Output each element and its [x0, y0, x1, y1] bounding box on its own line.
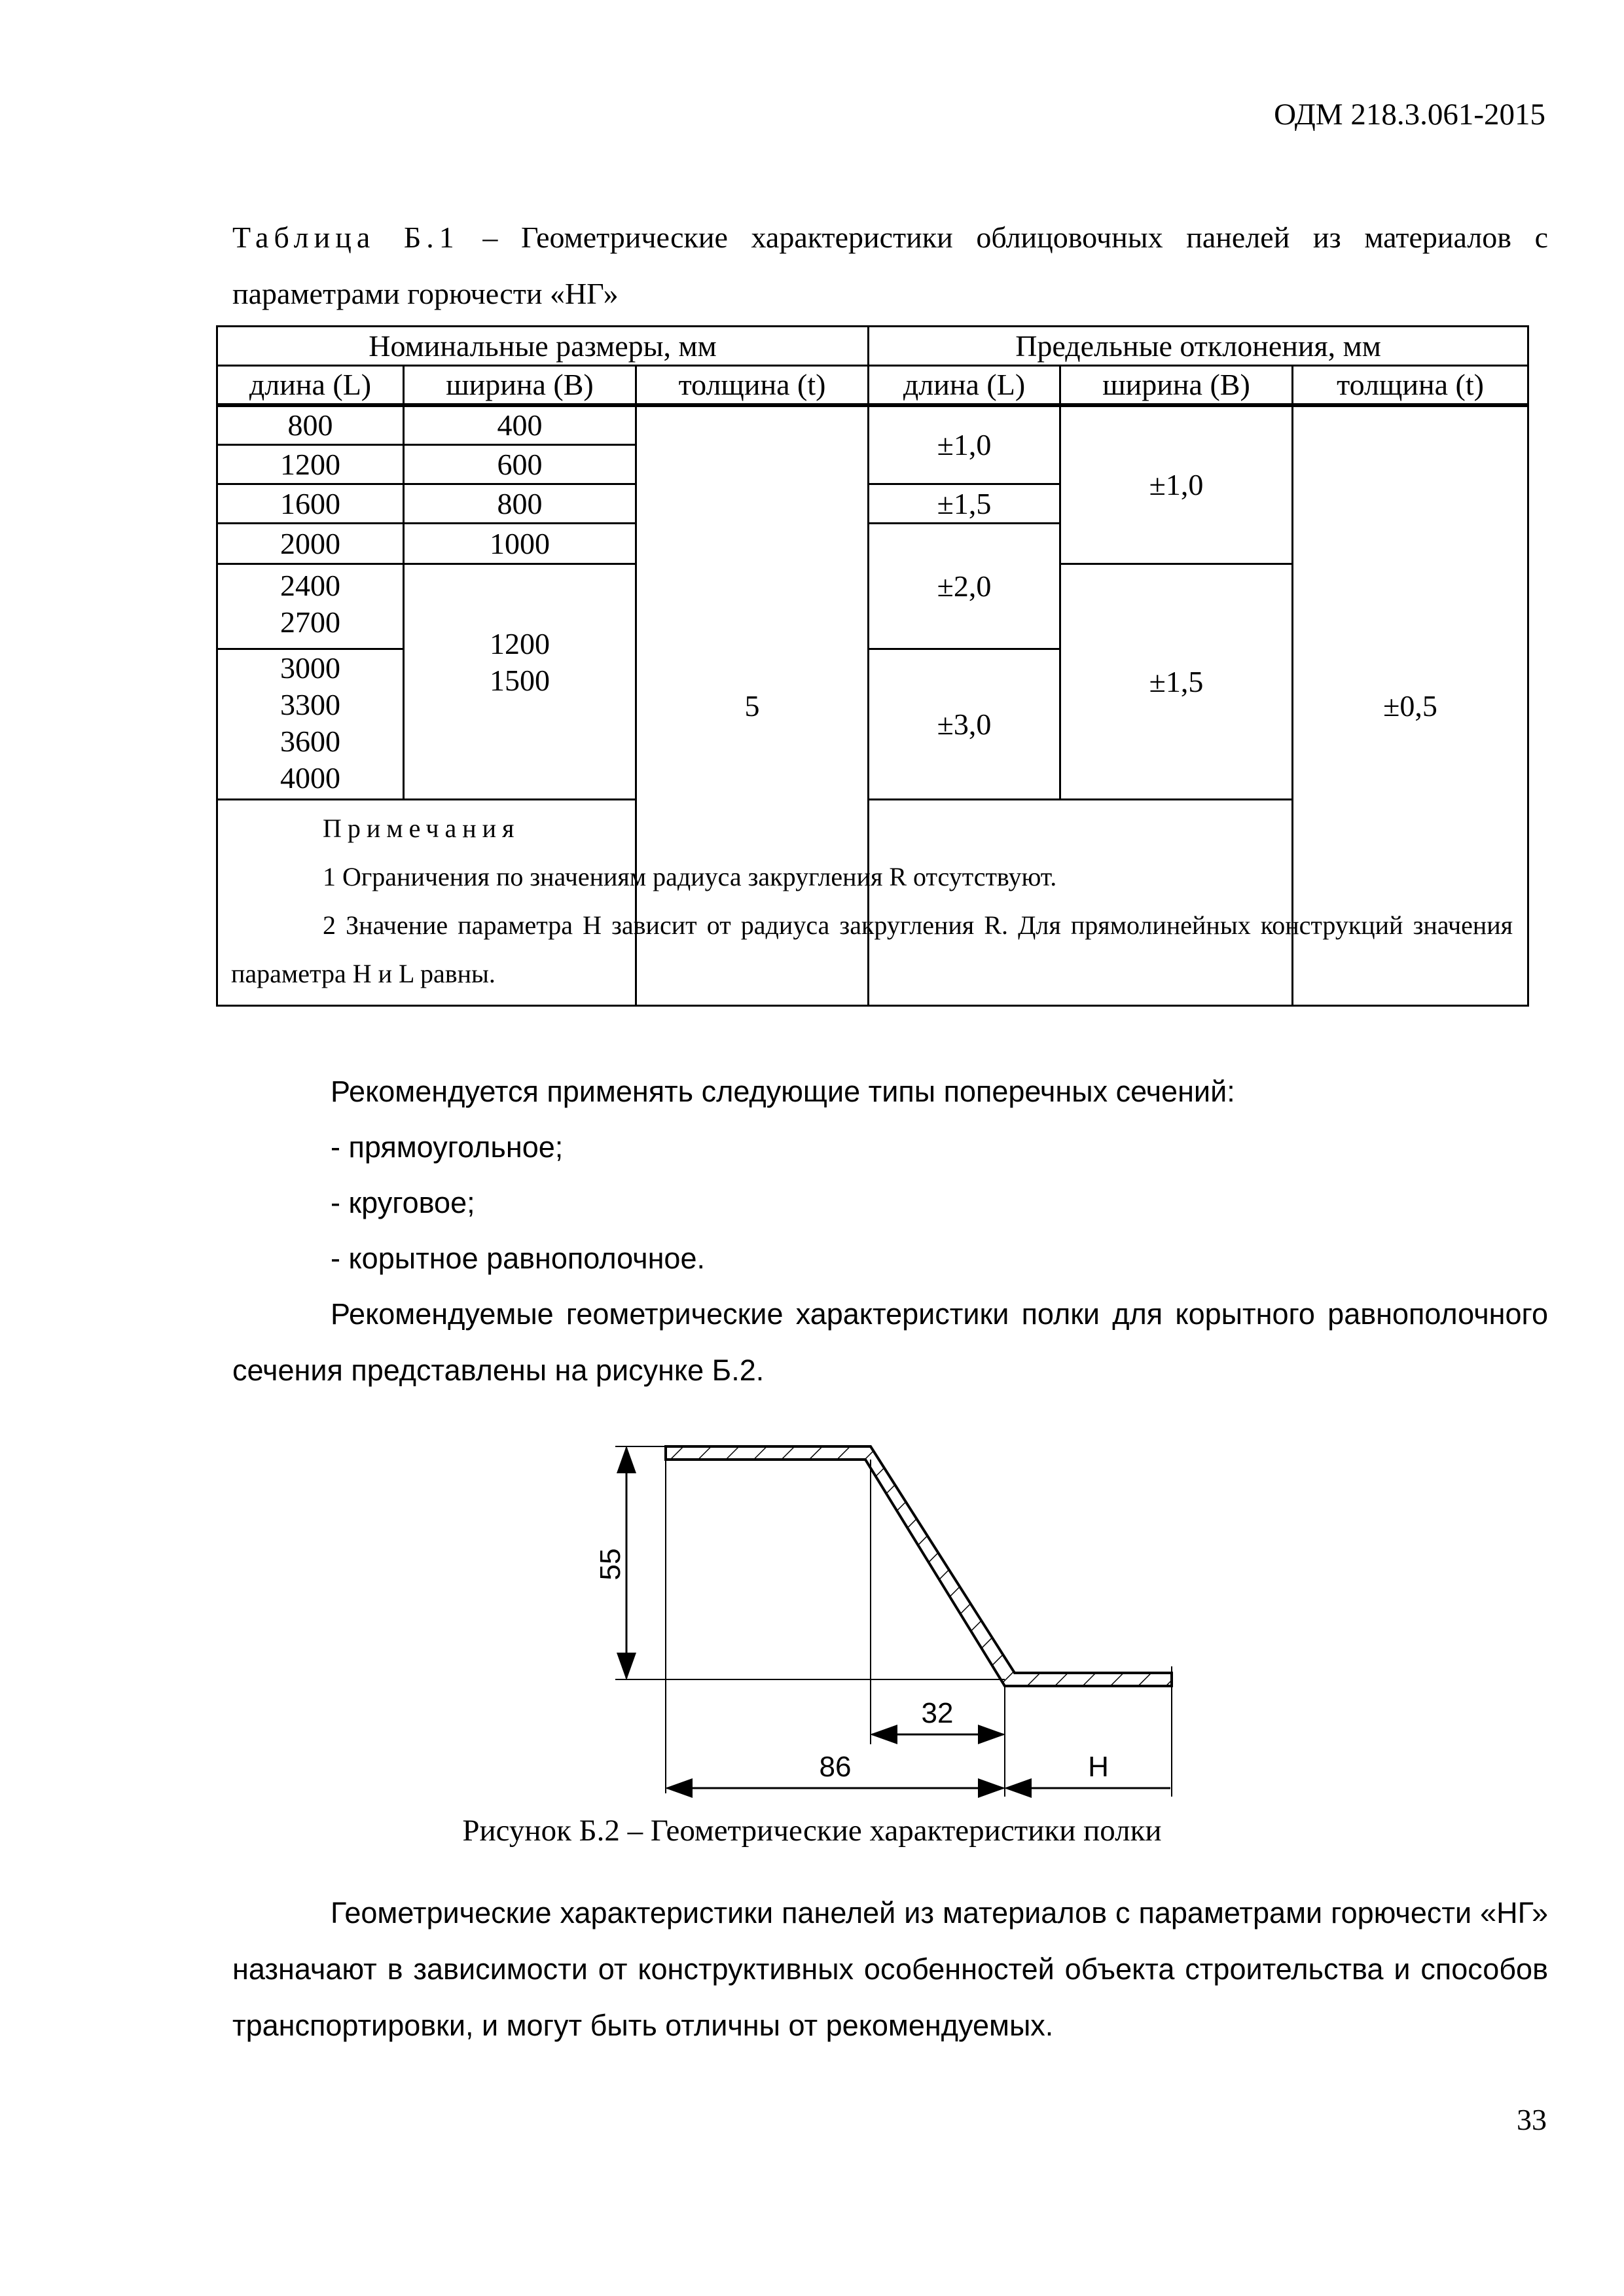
dim-height-label: 55 [594, 1548, 626, 1581]
dim-h-label: H [1088, 1751, 1109, 1783]
cell-length: 2400 [280, 569, 340, 602]
cell-length: 800 [217, 405, 404, 445]
cell-length: 1600 [217, 484, 404, 524]
cell-dev-width: ±1,0 [1060, 405, 1293, 564]
dimensions-table [216, 325, 1529, 1007]
note-item: 2 Значение параметра H зависит от радиуса закругления R. Для прямолинейных конструкций значения параметра H и L равны. [231, 910, 1513, 988]
page-number: 33 [1517, 2103, 1547, 2136]
table-caption-text: – Геометрические характеристики облицовочных панелей из материалов с параметрами горючести «НГ» [232, 221, 1548, 310]
closing-paragraph: Геометрические характеристики панелей из материалов с параметрами горючести «НГ» назначают в зависимости от конструктивных особенностей объекта строительства и способов транспортировки, и могут быть отличны от рекомендуемых. [232, 1896, 1548, 2042]
cell-length: 3000 [280, 651, 340, 685]
notes-title: Примечания [323, 814, 520, 843]
cell-width: 1000 [404, 524, 636, 564]
figure-caption: Рисунок Б.2 – Геометрические характеристики полки [462, 1814, 1162, 1848]
cell-dev-thickness: ±0,5 [1293, 405, 1528, 1006]
list-item: - прямоугольное; [331, 1130, 564, 1164]
dim-total-label: 86 [819, 1751, 852, 1783]
cell-length: 4000 [280, 761, 340, 795]
col-header-length: длина (L) [217, 366, 404, 406]
table-caption-label: Таблица Б.1 [232, 221, 460, 254]
cell-width: 600 [404, 445, 636, 484]
table-notes-row [217, 800, 1528, 1006]
col-header-thickness: толщина (t) [636, 366, 869, 406]
cell-width-stack [404, 564, 636, 800]
cell-thickness: 5 [636, 405, 869, 1006]
table-column-header-row [217, 366, 1528, 406]
table-caption [232, 209, 1548, 322]
cell-length: 3300 [280, 688, 340, 721]
list-item: - круговое; [331, 1186, 475, 1219]
table-notes [217, 800, 1528, 1006]
cell-length: 1200 [217, 445, 404, 484]
group-header-nominal: Номинальные размеры, мм [217, 327, 869, 366]
list-item: - корытное равнополочное. [331, 1242, 705, 1275]
cell-width: 1200 [490, 626, 550, 660]
cell-dev-length: ±1,0 [869, 405, 1060, 484]
cell-length-stack [217, 564, 404, 649]
cell-dev-length: ±3,0 [869, 649, 1060, 800]
intro-paragraph: Рекомендуется применять следующие типы поперечных сечений: [331, 1075, 1235, 1108]
shelf-profile-section [666, 1446, 1172, 1686]
col-header-dev-length: длина (L) [869, 366, 1060, 406]
cell-length-stack [217, 649, 404, 800]
cell-width: 1500 [490, 663, 550, 697]
col-header-dev-thickness: толщина (t) [1293, 366, 1528, 406]
cell-length: 3600 [280, 725, 340, 758]
cell-width: 400 [404, 405, 636, 445]
table-row [217, 405, 1528, 445]
col-header-dev-width: ширина (B) [1060, 366, 1293, 406]
dim-slope-label: 32 [921, 1697, 954, 1729]
cell-dev-length: ±1,5 [869, 484, 1060, 524]
note-item: 1 Ограничения по значениям радиуса закругления R отсутствуют. [323, 862, 1057, 891]
group-header-deviation: Предельные отклонения, мм [869, 327, 1528, 366]
cell-dev-width: ±1,5 [1060, 564, 1293, 800]
cell-dev-length: ±2,0 [869, 524, 1060, 649]
cell-length: 2700 [280, 605, 340, 639]
col-header-width: ширина (B) [404, 366, 636, 406]
cell-length: 2000 [217, 524, 404, 564]
document-code: ОДМ 218.3.061-2015 [1274, 98, 1545, 132]
shelf-profile-figure [0, 1407, 1624, 1813]
cell-width: 800 [404, 484, 636, 524]
table-group-header-row [217, 327, 1528, 366]
recommend-paragraph: Рекомендуемые геометрические характеристики полки для корытного равнополочного сечения представлены на рисунке Б.2. [232, 1297, 1548, 1387]
